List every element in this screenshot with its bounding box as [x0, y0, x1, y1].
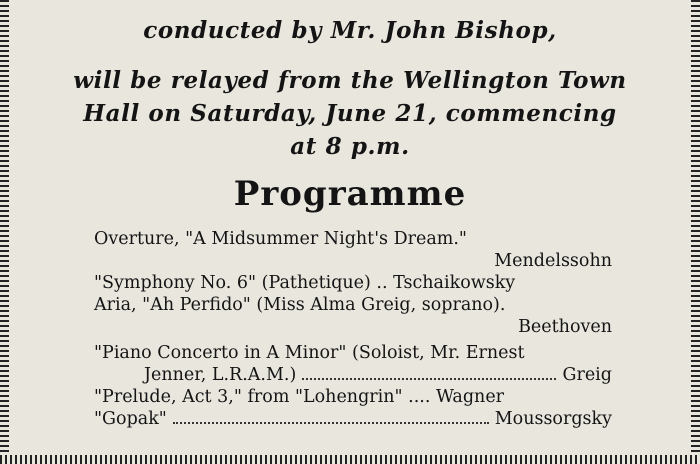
- item-concerto-line-1: "Piano Concerto in A Minor" (Soloist, Mr. Ernest: [94, 343, 525, 363]
- bottom-border: [0, 455, 700, 464]
- dot-leader: [173, 412, 489, 424]
- item-concerto-composer: Greig: [562, 365, 612, 385]
- item-prelude: "Prelude, Act 3," from "Lohengrin" .... Wagner: [94, 387, 505, 407]
- item-overture-composer: Mendelssohn: [494, 251, 612, 271]
- programme-title: Programme: [233, 174, 467, 214]
- concerto-leader-row: [94, 364, 612, 386]
- broadcast-info: [40, 64, 660, 163]
- item-gopak-title: "Gopak": [94, 409, 167, 429]
- broadcast-line-3: at 8 p.m.: [290, 133, 410, 160]
- item-aria-composer: Beethoven: [518, 317, 612, 337]
- dot-leader: [302, 368, 556, 380]
- item-aria: Aria, "Ah Perfido" (Miss Alma Greig, soprano).: [94, 295, 506, 315]
- item-concerto-row: [94, 364, 612, 386]
- broadcast-line-1: will be relayed from the Wellington Town: [73, 67, 627, 94]
- item-gopak-row: [94, 408, 612, 430]
- item-overture-title: Overture, "A Midsummer Night's Dream.": [94, 229, 467, 249]
- conductor-line: conducted by Mr. John Bishop,: [143, 17, 557, 44]
- item-symphony: "Symphony No. 6" (Pathetique) .. Tschaikowsky: [94, 273, 516, 293]
- broadcast-line-2: Hall on Saturday, June 21, commencing: [83, 100, 617, 127]
- item-gopak-composer: Moussorgsky: [494, 409, 612, 429]
- left-border: [0, 0, 9, 464]
- item-concerto-line-2: Jenner, L.R.A.M.): [144, 365, 297, 385]
- right-border: [691, 0, 700, 464]
- gopak-leader-row: [94, 408, 612, 430]
